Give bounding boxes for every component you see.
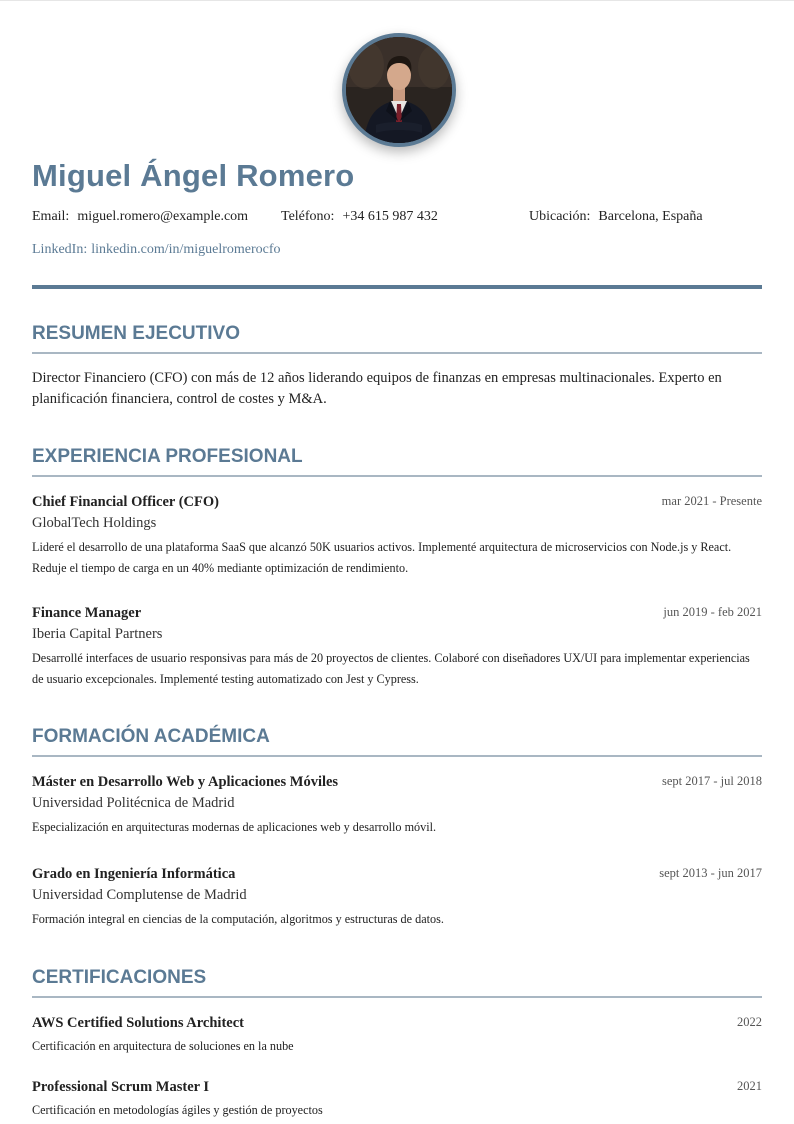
contact-phone [281, 209, 438, 225]
certification-year: 2021 [737, 1079, 762, 1093]
job-description: Desarrollé interfaces de usuario responsivas para más de 20 proyectos de clientes. Colaboré con diseñadores UX/UI para implementar experiencias de usuario excepcionales. Implementé testing automatizado con Jest y Cypress. [32, 651, 750, 686]
email-label: Email: [32, 209, 70, 224]
school-name: Universidad Complutense de Madrid [32, 887, 247, 903]
certification-name: AWS Certified Solutions Architect [32, 1015, 244, 1031]
email-value[interactable]: miguel.romero@example.com [77, 209, 249, 224]
linkedin-link[interactable]: linkedin.com/in/miguelromerocfo [91, 242, 281, 257]
degree-title: Máster en Desarrollo Web y Aplicaciones Móviles [32, 774, 339, 790]
contact-email [32, 209, 248, 225]
location-value: Barcelona, España [598, 209, 703, 224]
header-divider [32, 285, 762, 289]
linkedin-label: LinkedIn: [32, 242, 88, 257]
section-divider [32, 475, 762, 477]
profile-photo [342, 33, 456, 147]
section-divider [32, 996, 762, 998]
job-title: Finance Manager [32, 605, 142, 621]
location-label: Ubicación: [529, 209, 591, 224]
degree-title: Grado en Ingeniería Informática [32, 866, 236, 882]
job-title: Chief Financial Officer (CFO) [32, 494, 219, 510]
certification-description: Certificación en arquitectura de soluciones en la nube [32, 1039, 294, 1053]
section-title-certifications: CERTIFICACIONES [32, 967, 207, 988]
phone-value: +34 615 987 432 [342, 209, 438, 224]
section-title-experience: EXPERIENCIA PROFESIONAL [32, 446, 303, 467]
contact-linkedin[interactable] [32, 242, 281, 258]
education-dates: sept 2013 - jun 2017 [659, 866, 762, 880]
job-description: Lideré el desarrollo de una plataforma SaaS que alcanzó 50K usuarios activos. Implementé arquitectura de microservicios con Node.js y React. Reduje el tiempo de carga en un 40% mediante optimización de rendimiento. [32, 540, 732, 575]
contact-location [529, 209, 703, 225]
section-divider [32, 755, 762, 757]
job-dates: jun 2019 - feb 2021 [663, 605, 762, 619]
school-name: Universidad Politécnica de Madrid [32, 795, 235, 811]
top-border [0, 0, 794, 1]
certification-year: 2022 [737, 1015, 762, 1029]
job-dates: mar 2021 - Presente [661, 494, 762, 508]
education-description: Formación integral en ciencias de la computación, algoritmos y estructuras de datos. [32, 912, 444, 926]
certification-name: Professional Scrum Master I [32, 1079, 210, 1095]
company-name: GlobalTech Holdings [32, 515, 157, 531]
section-title-summary: RESUMEN EJECUTIVO [32, 323, 240, 344]
education-dates: sept 2017 - jul 2018 [662, 774, 762, 788]
section-title-education: FORMACIÓN ACADÉMICA [32, 726, 270, 747]
company-name: Iberia Capital Partners [32, 626, 163, 642]
certification-description: Certificación en metodologías ágiles y gestión de proyectos [32, 1103, 323, 1117]
candidate-name: Miguel Ángel Romero [32, 158, 355, 193]
summary-text: Director Financiero (CFO) con más de 12 años liderando equipos de finanzas en empresas multinacionales. Experto en planificación financiera, control de costes y M&A. [32, 370, 722, 407]
education-description: Especialización en arquitecturas modernas de aplicaciones web y desarrollo móvil. [32, 820, 437, 834]
phone-label: Teléfono: [281, 209, 335, 224]
section-divider [32, 352, 762, 354]
